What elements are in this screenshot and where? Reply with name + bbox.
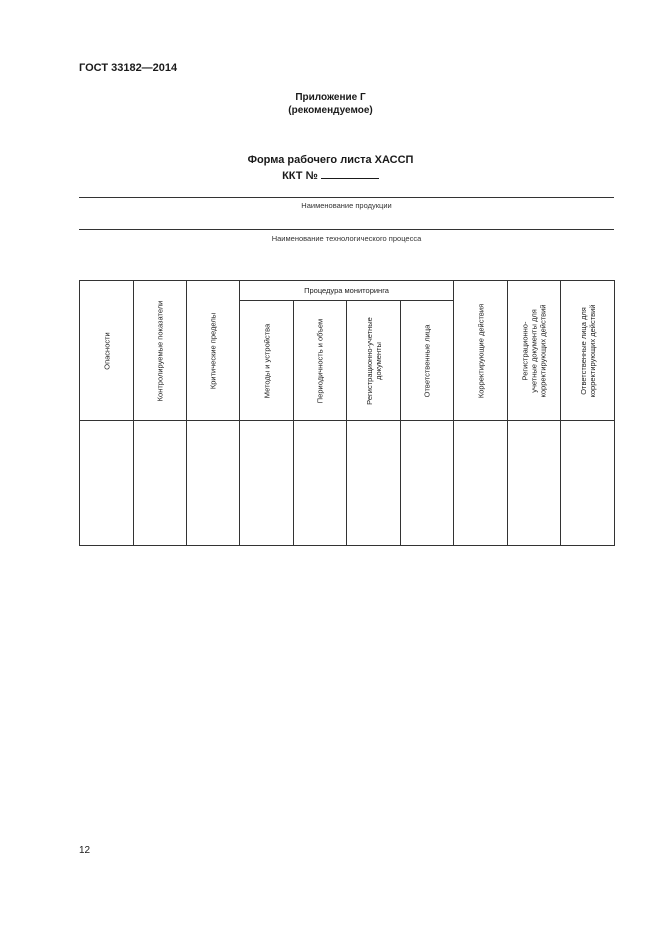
entry-cell-records[interactable] — [347, 421, 401, 546]
header-cell-critical-limits — [187, 281, 240, 421]
header-responsible — [423, 324, 432, 397]
header-label-line: Регистрационно-учетные — [364, 316, 374, 405]
process-name-caption: Наименование технологического процесса — [271, 234, 422, 243]
header-corrective-records — [521, 304, 548, 397]
header-cell-corrective-responsible — [561, 281, 615, 421]
ckp-line — [0, 168, 661, 183]
product-name-caption: Наименование продукции — [301, 201, 392, 210]
entry-cell-corrective-records[interactable] — [508, 421, 561, 546]
header-frequency-volume — [316, 318, 325, 402]
standard-code: ГОСТ 33182—2014 — [79, 62, 178, 74]
header-cell-hazards — [80, 281, 134, 421]
table-row — [80, 421, 615, 546]
header-label-line: учетные документы для — [529, 308, 539, 393]
entry-cell-responsible[interactable] — [401, 421, 454, 546]
header-label-line: Ответственные лица — [422, 324, 432, 397]
header-cell-controlled-parameters — [134, 281, 187, 421]
header-label-line: Опасности — [102, 331, 111, 370]
header-hazards — [102, 332, 111, 370]
header-records — [365, 317, 383, 405]
header-critical-limits — [209, 312, 218, 388]
header-label-line: Регистрационно- — [520, 321, 530, 380]
product-name-line — [79, 197, 614, 198]
header-corrective-actions — [476, 303, 485, 397]
header-methods-devices — [262, 323, 271, 397]
header-label-line: корректирующих действий — [538, 304, 548, 397]
header-cell-corrective-records — [508, 281, 561, 421]
header-corrective-responsible — [579, 304, 597, 397]
form-title: Форма рабочего листа ХАССП — [247, 154, 414, 166]
header-label-line: Периодичность и объем — [315, 318, 325, 403]
header-cell-responsible — [401, 301, 454, 421]
haccp-worksheet-table — [79, 280, 615, 546]
entry-cell-corrective-responsible[interactable] — [561, 421, 615, 546]
entry-cell-frequency-volume[interactable] — [294, 421, 347, 546]
header-label-line: Критические пределы — [208, 312, 218, 389]
entry-cell-controlled-parameters[interactable] — [134, 421, 187, 546]
appendix-title: Приложение Г — [295, 92, 366, 103]
ckp-label: ККТ № — [282, 170, 318, 182]
header-label-line: корректирующих действий — [587, 304, 597, 397]
header-label-line: Контролируемые показатели — [155, 300, 165, 401]
entry-cell-critical-limits[interactable] — [187, 421, 240, 546]
entry-cell-corrective-actions[interactable] — [454, 421, 508, 546]
entry-cell-hazards[interactable] — [80, 421, 134, 546]
page-number: 12 — [79, 845, 91, 856]
header-label-line: Корректирующие действия — [476, 303, 486, 398]
header-cell-records — [347, 301, 401, 421]
ckp-number-blank — [321, 168, 379, 179]
header-label-line: Ответственные лица для — [578, 306, 588, 395]
process-name-line — [79, 229, 614, 230]
header-cell-corrective-actions — [454, 281, 508, 421]
entry-cell-methods-devices[interactable] — [240, 421, 294, 546]
header-cell-methods-devices — [240, 301, 294, 421]
header-label-line: документы — [373, 341, 383, 380]
appendix-status: (рекомендуемое) — [288, 105, 373, 116]
header-label-line: Методы и устройства — [262, 323, 271, 398]
header-controlled-parameters — [156, 300, 165, 401]
header-monitoring-procedure: Процедура мониторинга — [240, 281, 454, 301]
header-cell-frequency-volume — [294, 301, 347, 421]
